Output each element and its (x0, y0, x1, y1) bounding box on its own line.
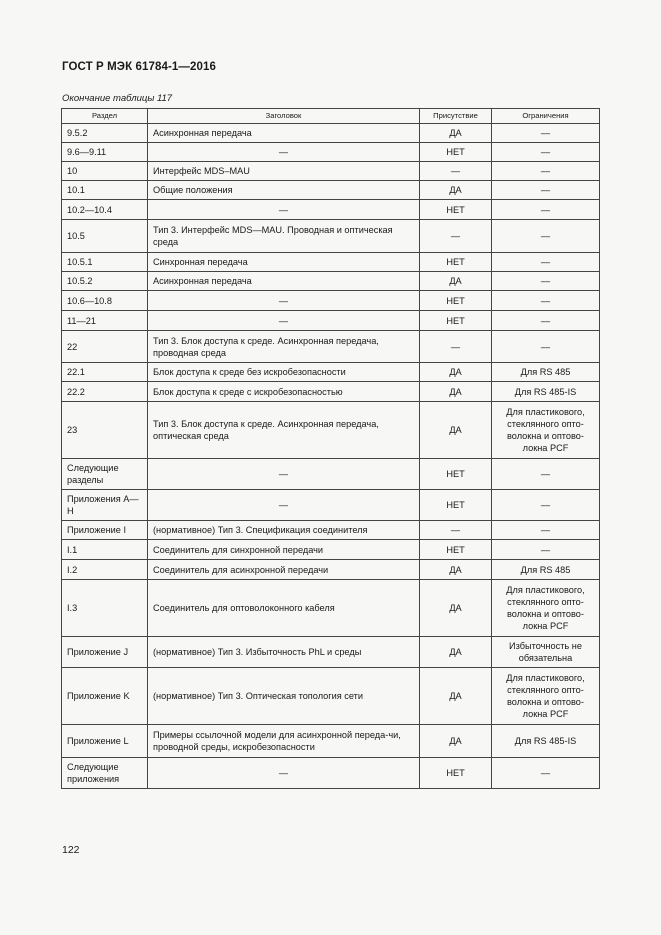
column-header-title: Заголовок (148, 109, 420, 124)
presence-cell: ДА (420, 181, 492, 200)
section-cell: 22 (62, 331, 148, 363)
presence-cell: — (420, 220, 492, 253)
column-header-restrictions: Ограничения (492, 109, 600, 124)
table-row (62, 725, 600, 758)
section-cell: 10.5 (62, 220, 148, 253)
section-cell: Приложения А—Н (62, 490, 148, 521)
section-cell: 22.2 (62, 382, 148, 402)
title-cell: — (148, 459, 420, 490)
title-cell: Интерфейс MDS–MAU (148, 162, 420, 181)
section-cell: I.2 (62, 560, 148, 580)
table-row (62, 272, 600, 291)
presence-cell: — (420, 521, 492, 540)
title-cell: — (148, 758, 420, 789)
title-cell: (нормативное) Тип 3. Избыточность PhL и среды (148, 637, 420, 668)
restriction-cell: — (492, 253, 600, 272)
table-row (62, 331, 600, 363)
table-row (62, 311, 600, 331)
column-header-section: Раздел (62, 109, 148, 124)
page-number: 122 (62, 844, 80, 856)
table-row (62, 402, 600, 459)
restriction-cell: — (492, 490, 600, 521)
section-cell: Приложение I (62, 521, 148, 540)
title-cell: Примеры ссылочной модели для асинхронной переда-чи, проводной среды, искробезопасности (148, 725, 420, 758)
section-cell: I.3 (62, 580, 148, 637)
presence-cell: ДА (420, 272, 492, 291)
title-cell: — (148, 311, 420, 331)
document-header: ГОСТ Р МЭК 61784-1—2016 (62, 61, 216, 73)
restriction-cell: — (492, 540, 600, 560)
table-row (62, 143, 600, 162)
title-cell: — (148, 200, 420, 220)
table-row (62, 758, 600, 789)
title-cell: — (148, 490, 420, 521)
table-row (62, 382, 600, 402)
table-row (62, 580, 600, 637)
restriction-cell: — (492, 331, 600, 363)
section-cell: Приложение J (62, 637, 148, 668)
section-cell: 10 (62, 162, 148, 181)
requirements-table (61, 108, 600, 789)
presence-cell: ДА (420, 402, 492, 459)
section-cell: I.1 (62, 540, 148, 560)
section-cell: Следующие разделы (62, 459, 148, 490)
restriction-cell: — (492, 220, 600, 253)
table-row (62, 363, 600, 382)
title-cell: Блок доступа к среде без искробезопасности (148, 363, 420, 382)
title-cell: Блок доступа к среде с искробезопасностью (148, 382, 420, 402)
presence-cell: — (420, 162, 492, 181)
title-cell: Соединитель для асинхронной передачи (148, 560, 420, 580)
title-cell: — (148, 143, 420, 162)
presence-cell: ДА (420, 725, 492, 758)
table-row (62, 637, 600, 668)
title-cell: Синхронная передача (148, 253, 420, 272)
table-row (62, 459, 600, 490)
restriction-cell: Для RS 485 (492, 363, 600, 382)
restriction-cell: — (492, 200, 600, 220)
title-cell: Асинхронная передача (148, 272, 420, 291)
restriction-cell: — (492, 181, 600, 200)
title-cell: — (148, 291, 420, 311)
restriction-cell: Для RS 485-IS (492, 725, 600, 758)
restriction-cell: — (492, 124, 600, 143)
presence-cell: ДА (420, 124, 492, 143)
section-cell: 10.5.2 (62, 272, 148, 291)
restriction-cell: — (492, 521, 600, 540)
table-row (62, 668, 600, 725)
restriction-cell: — (492, 291, 600, 311)
title-cell: Соединитель для синхронной передачи (148, 540, 420, 560)
table-row (62, 521, 600, 540)
section-cell: 9.6—9.11 (62, 143, 148, 162)
title-cell: (нормативное) Тип 3. Оптическая топология сети (148, 668, 420, 725)
presence-cell: НЕТ (420, 291, 492, 311)
table-header-row (62, 109, 600, 124)
presence-cell: НЕТ (420, 758, 492, 789)
title-cell: Тип 3. Интерфейс MDS—MAU. Проводная и оптическая среда (148, 220, 420, 253)
table-row (62, 490, 600, 521)
restriction-cell: Для RS 485-IS (492, 382, 600, 402)
presence-cell: НЕТ (420, 490, 492, 521)
title-cell: Соединитель для оптоволоконного кабеля (148, 580, 420, 637)
restriction-cell: Для пластикового, стеклянного опто-волокна и оптово-локна PCF (492, 580, 600, 637)
restriction-cell: — (492, 311, 600, 331)
table-row (62, 253, 600, 272)
section-cell: Приложение K (62, 668, 148, 725)
presence-cell: ДА (420, 580, 492, 637)
title-cell: Асинхронная передача (148, 124, 420, 143)
presence-cell: НЕТ (420, 143, 492, 162)
table-row (62, 560, 600, 580)
restriction-cell: — (492, 758, 600, 789)
section-cell: 10.1 (62, 181, 148, 200)
table-caption: Окончание таблицы 117 (62, 93, 173, 104)
presence-cell: НЕТ (420, 200, 492, 220)
table-row (62, 200, 600, 220)
table-row (62, 291, 600, 311)
restriction-cell: Для пластикового, стеклянного опто-волокна и оптово-локна PCF (492, 668, 600, 725)
presence-cell: НЕТ (420, 459, 492, 490)
title-cell: Тип 3. Блок доступа к среде. Асинхронная передача, оптическая среда (148, 402, 420, 459)
presence-cell: ДА (420, 560, 492, 580)
restriction-cell: — (492, 162, 600, 181)
restriction-cell: Для RS 485 (492, 560, 600, 580)
table-body (62, 124, 600, 789)
table-row (62, 540, 600, 560)
section-cell: 11—21 (62, 311, 148, 331)
title-cell: (нормативное) Тип 3. Спецификация соединителя (148, 521, 420, 540)
presence-cell: ДА (420, 668, 492, 725)
title-cell: Общие положения (148, 181, 420, 200)
restriction-cell: Избыточность не обязательна (492, 637, 600, 668)
table-row (62, 181, 600, 200)
presence-cell: НЕТ (420, 540, 492, 560)
presence-cell: — (420, 331, 492, 363)
section-cell: Приложение L (62, 725, 148, 758)
restriction-cell: — (492, 459, 600, 490)
presence-cell: ДА (420, 637, 492, 668)
presence-cell: ДА (420, 363, 492, 382)
table-row (62, 162, 600, 181)
title-cell: Тип 3. Блок доступа к среде. Асинхронная передача, проводная среда (148, 331, 420, 363)
column-header-presence: Присутствие (420, 109, 492, 124)
presence-cell: НЕТ (420, 253, 492, 272)
section-cell: Следующие приложения (62, 758, 148, 789)
section-cell: 9.5.2 (62, 124, 148, 143)
section-cell: 10.5.1 (62, 253, 148, 272)
table-row (62, 124, 600, 143)
restriction-cell: Для пластикового, стеклянного опто-волокна и оптово-локна PCF (492, 402, 600, 459)
table-row (62, 220, 600, 253)
section-cell: 22.1 (62, 363, 148, 382)
section-cell: 10.2—10.4 (62, 200, 148, 220)
presence-cell: ДА (420, 382, 492, 402)
section-cell: 23 (62, 402, 148, 459)
section-cell: 10.6—10.8 (62, 291, 148, 311)
presence-cell: НЕТ (420, 311, 492, 331)
restriction-cell: — (492, 143, 600, 162)
restriction-cell: — (492, 272, 600, 291)
